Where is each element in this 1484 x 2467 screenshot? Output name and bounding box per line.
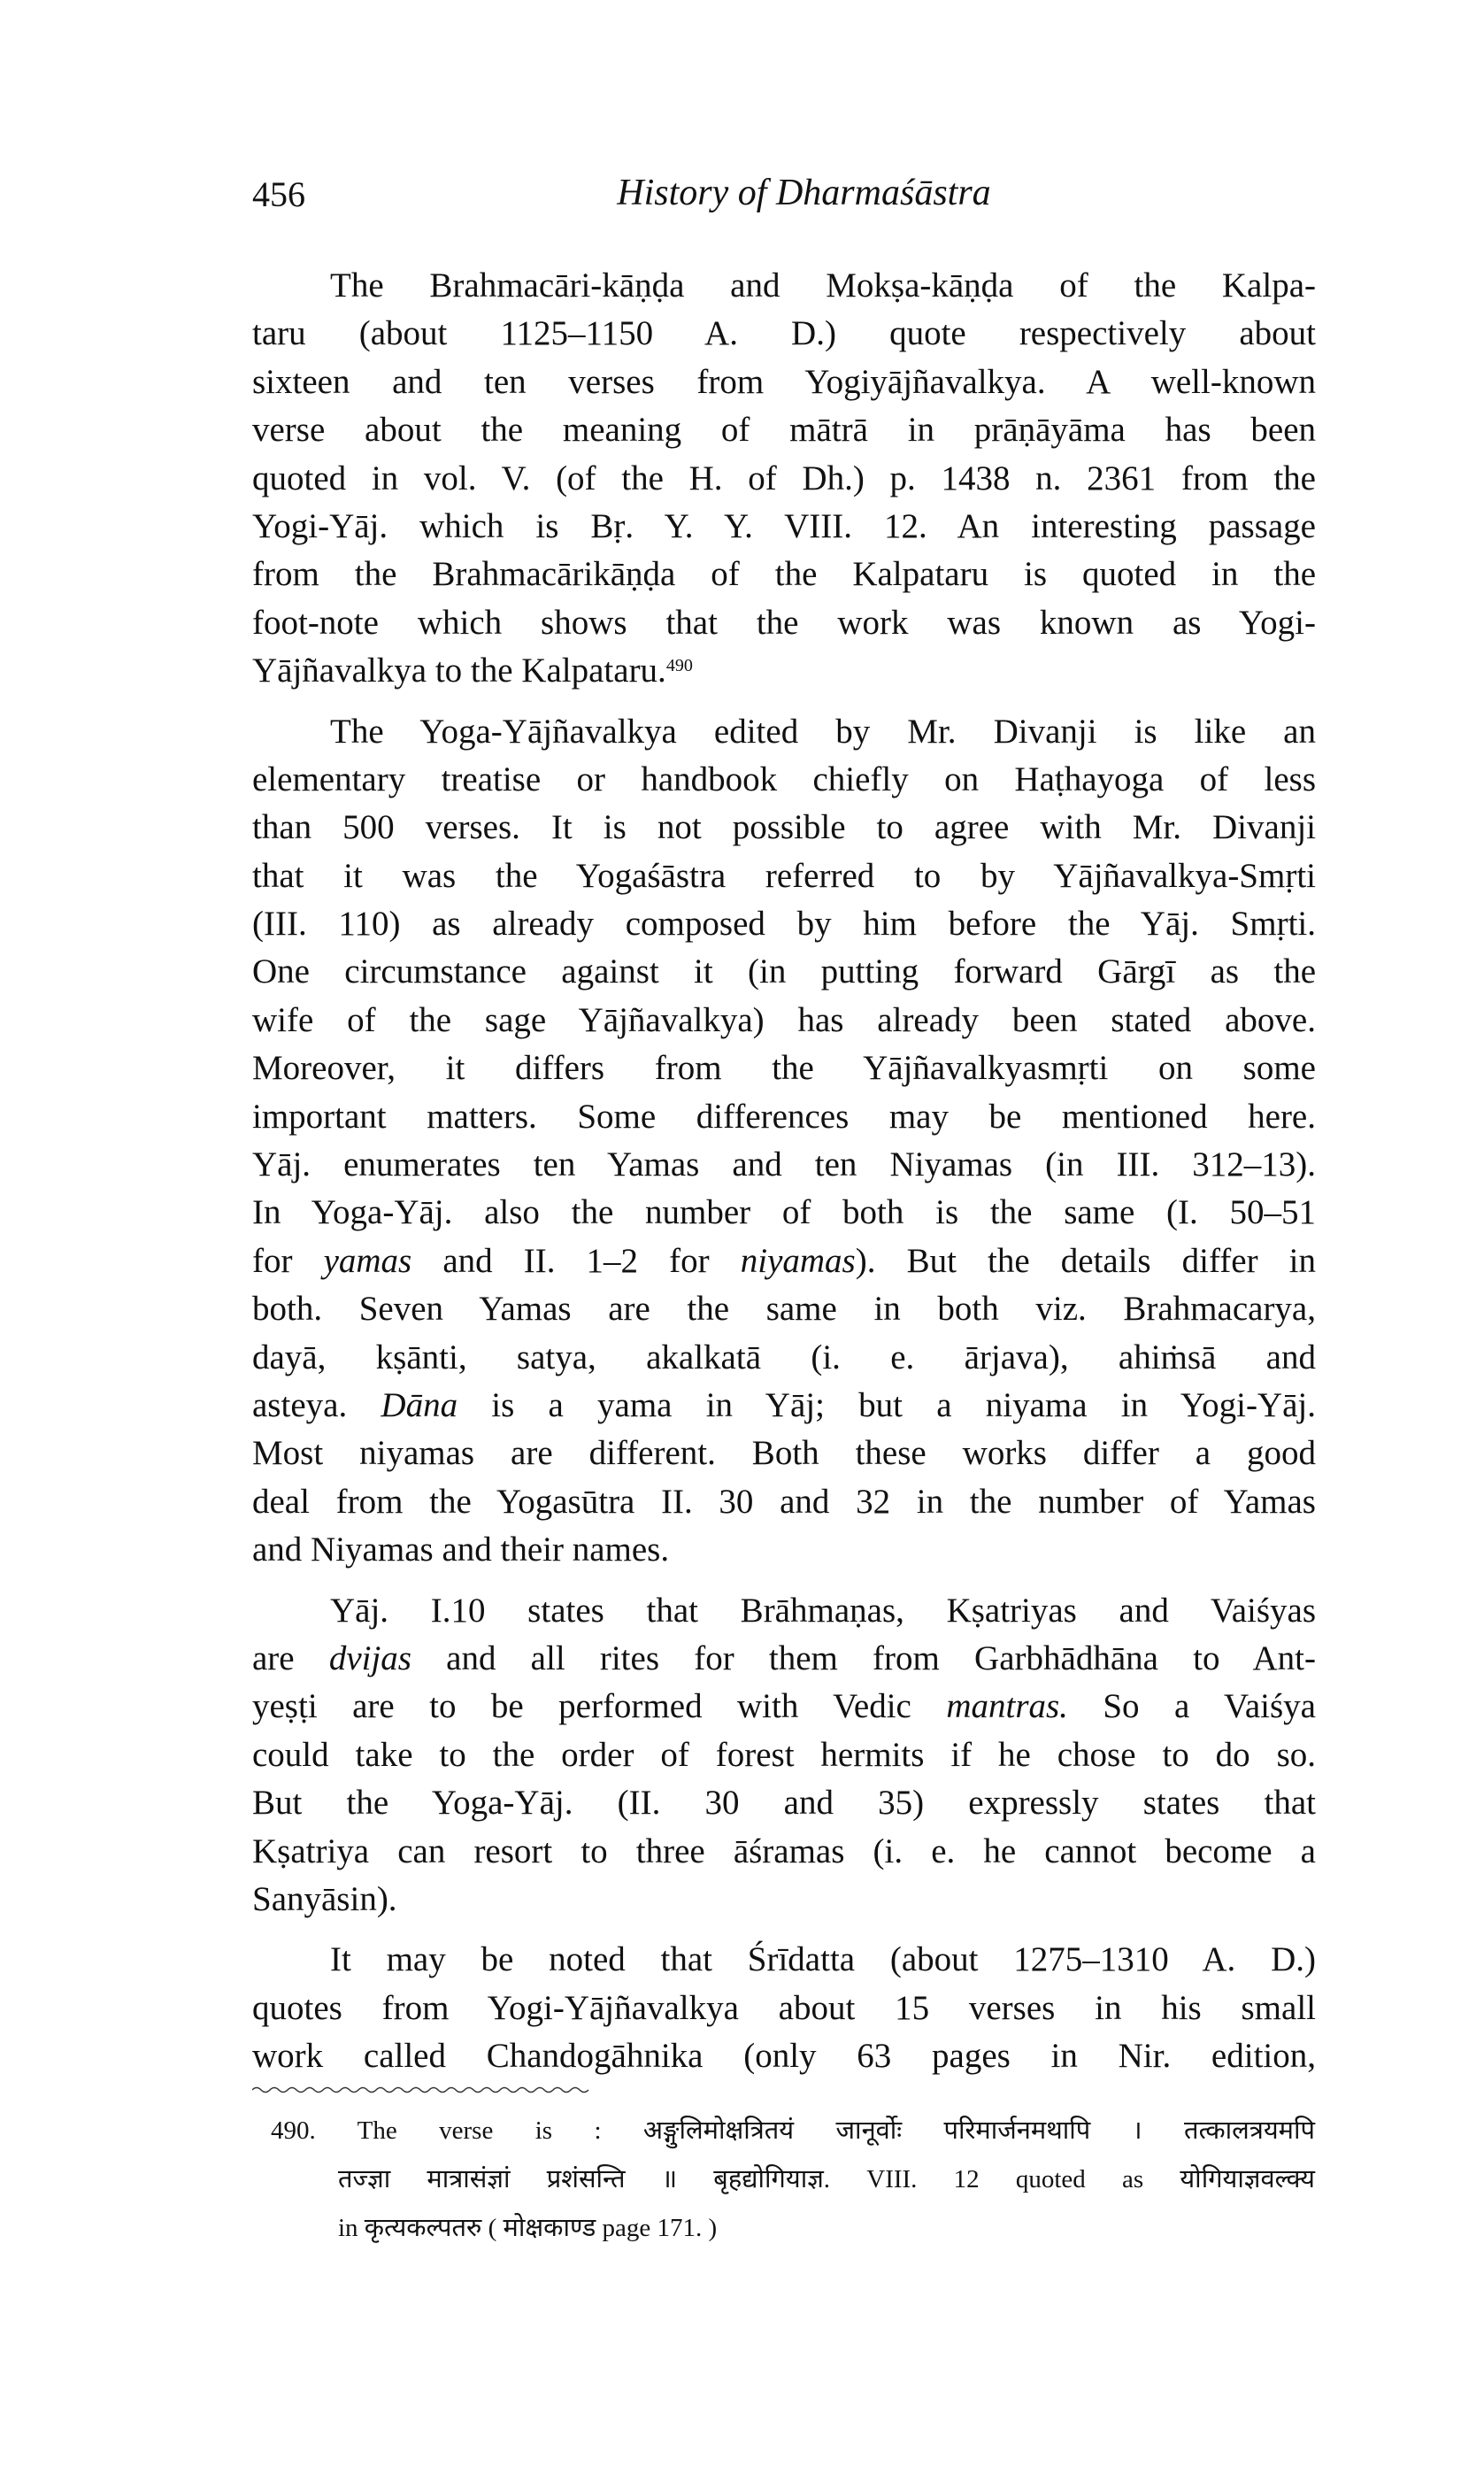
text-segment: The Brahmacāri-kāṇḍa and Mokṣa-kāṇḍa of the Kalpa-	[330, 266, 1316, 305]
text-line	[252, 503, 1316, 551]
text-line	[252, 804, 1316, 852]
text-segment: elementary treatise or handbook chiefly on Haṭhayoga of less	[252, 759, 1316, 798]
text-segment: are	[252, 1638, 329, 1677]
text-line	[252, 852, 1316, 900]
text-segment: dayā, kṣānti, satya, akalkatā (i. e. ārjava), ahiṁsā and	[252, 1338, 1316, 1376]
text-segment: that it was the Yogaśāstra referred to by Yājñavalkya-Smṛti	[252, 856, 1316, 895]
text-line	[252, 406, 1316, 454]
text-line	[252, 551, 1316, 598]
text-line	[252, 1189, 1316, 1237]
text-line	[252, 1635, 1316, 1683]
text-line	[252, 1478, 1316, 1526]
text-line	[252, 358, 1316, 406]
text-segment: is a yama in Yāj; but a niyama in Yogi-Yāj.	[458, 1385, 1316, 1424]
text-segment: But the Yoga-Yāj. (II. 30 and 35) expressly states that	[252, 1784, 1316, 1823]
text-line	[252, 262, 1316, 310]
text-line	[252, 1683, 1316, 1731]
text-segment: important matters. Some differences may be mentioned here.	[252, 1097, 1316, 1136]
footnote-separator	[252, 2085, 593, 2095]
text-line	[252, 997, 1316, 1045]
text-segment: deal from the Yogasūtra II. 30 and 32 in the number of Yamas	[252, 1482, 1316, 1521]
text-line	[252, 647, 1316, 695]
text-segment: ). But the details differ in	[855, 1241, 1316, 1280]
text-line	[252, 1731, 1316, 1779]
text-segment: (III. 110) as already composed by him before the Yāj. Smṛti.	[252, 905, 1316, 944]
footnote	[271, 2107, 1315, 2253]
footnote-line: तज्ज्ञा मात्रासंज्ञां प्रशंसन्ति ॥ बृहद्योगियाज्ञ. VIII. 12 quoted as योगियाज्ञवल्क्य	[338, 2165, 1315, 2193]
text-segment: both. Seven Yamas are the same in both viz. Brahmacarya,	[252, 1290, 1316, 1329]
text-line	[252, 1430, 1316, 1477]
text-segment: from the Brahmacārikāṇḍa of the Kalpataru is quoted in the	[252, 555, 1316, 594]
text-segment: could take to the order of forest hermits if he chose to do so.	[252, 1735, 1316, 1774]
paragraph	[252, 1587, 1316, 1924]
text-segment: and Niyamas and their names.	[252, 1530, 670, 1569]
text-segment: Most niyamas are different. Both these works differ a good	[252, 1434, 1316, 1473]
text-line	[252, 1045, 1316, 1092]
footnote-line: 490. The verse is : अङ्गुलिमोक्षत्रितयं जानूर्वोः परिमार्जनमथापि । तत्कालत्रयमपि	[271, 2116, 1315, 2145]
text-segment: than 500 verses. It is not possible to agree with Mr. Divanji	[252, 808, 1316, 847]
text-segment: In Yoga-Yāj. also the number of both is the same (I. 50–51	[252, 1193, 1316, 1232]
text-segment: Sanyāsin).	[252, 1879, 397, 1918]
text-line	[252, 1936, 1316, 1984]
text-line	[252, 1093, 1316, 1141]
text-line	[252, 1526, 1316, 1574]
text-segment: taru (about 1125–1150 A. D.) quote respectively about	[252, 314, 1316, 353]
text-segment: yeṣṭi are to be performed with Vedic	[252, 1687, 947, 1726]
text-segment: Kṣatriya can resort to three āśramas (i. e. he cannot become a	[252, 1831, 1316, 1870]
text-line	[252, 1382, 1316, 1430]
text-segment: Yāj. I.10 states that Brāhmaṇas, Kṣatriyas and Vaiśyas	[330, 1591, 1316, 1630]
text-segment: verse about the meaning of mātrā in prāṇāyāma has been	[252, 411, 1316, 450]
text-segment: yamas	[323, 1241, 412, 1280]
text-line	[252, 1779, 1316, 1827]
text-line	[252, 1237, 1316, 1285]
text-line	[252, 310, 1316, 358]
text-segment: Yājñavalkya to the Kalpataru.	[252, 651, 666, 690]
text-line	[252, 1141, 1316, 1189]
text-segment: Yāj. enumerates ten Yamas and ten Niyamas (in III. 312–13).	[252, 1145, 1316, 1184]
text-line	[252, 1587, 1316, 1635]
text-segment: So a Vaiśya	[1067, 1687, 1316, 1726]
text-line	[252, 1876, 1316, 1923]
text-line	[252, 1828, 1316, 1876]
text-segment: One circumstance against it (in putting forward Gārgī as the	[252, 952, 1316, 991]
text-segment: and II. 1–2 for	[411, 1241, 741, 1280]
running-title: History of Dharmaśāstra	[617, 173, 991, 213]
text-segment: work called Chandogāhnika (only 63 pages in Nir. edition,	[252, 2037, 1316, 2076]
text-line	[252, 708, 1316, 756]
footnote-ref: 490	[665, 656, 693, 676]
paragraph	[252, 708, 1316, 1575]
text-segment: Moreover, it differs from the Yājñavalkyasmṛti on some	[252, 1049, 1316, 1088]
text-segment: dvijas	[328, 1638, 411, 1677]
text-line	[252, 1285, 1316, 1333]
text-segment: mantras.	[946, 1687, 1068, 1726]
text-segment: foot-note which shows that the work was known as Yogi-	[252, 603, 1316, 642]
text-segment: Yogi-Yāj. which is Bṛ. Y. Y. VIII. 12. An interesting passage	[252, 506, 1316, 545]
text-line	[252, 1985, 1316, 2032]
paragraph	[252, 262, 1316, 696]
text-line	[252, 948, 1316, 996]
text-line	[252, 2032, 1316, 2080]
text-line	[252, 1334, 1316, 1382]
text-segment: Dāna	[381, 1385, 458, 1424]
text-segment: The Yoga-Yājñavalkya edited by Mr. Divanji is like an	[330, 712, 1316, 751]
text-line	[252, 900, 1316, 948]
text-segment: quoted in vol. V. (of the H. of Dh.) p. 1438 n. 2361 from the	[252, 459, 1316, 497]
text-line	[252, 599, 1316, 647]
text-segment: niyamas	[740, 1241, 856, 1280]
text-line	[252, 756, 1316, 804]
text-segment: and all rites for them from Garbhādhāna to Ant-	[411, 1638, 1317, 1677]
paragraph	[252, 1936, 1316, 2080]
text-segment: wife of the sage Yājñavalkya) has already been stated above.	[252, 1000, 1316, 1039]
text-segment: asteya.	[252, 1385, 381, 1424]
text-segment: quotes from Yogi-Yājñavalkya about 15 verses in his small	[252, 1988, 1316, 2027]
text-line	[252, 455, 1316, 503]
main-text	[252, 262, 1316, 2093]
text-segment: for	[252, 1241, 324, 1280]
footnote-line: in कृत्यकल्पतरु ( मोक्षकाण्ड page 171. )	[338, 2214, 718, 2242]
page-number: 456	[252, 174, 305, 214]
text-segment: sixteen and ten verses from Yogiyājñavalkya. A well-known	[252, 362, 1316, 401]
text-segment: It may be noted that Śrīdatta (about 1275–1310 A. D.)	[330, 1940, 1316, 1979]
